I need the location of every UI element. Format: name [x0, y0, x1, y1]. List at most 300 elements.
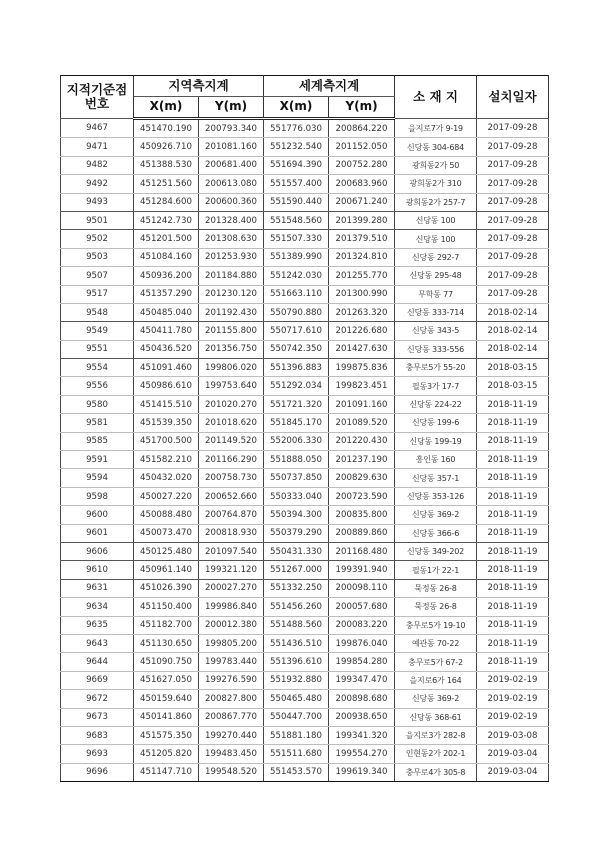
- cell-point-number: 9517: [61, 285, 134, 303]
- cell-point-number: 9600: [61, 506, 134, 524]
- cell-local-y: 200758.730: [199, 469, 264, 487]
- cell-local-y: 200600.360: [199, 193, 264, 211]
- cell-local-x: 451284.600: [134, 193, 199, 211]
- table-row: [61, 598, 549, 616]
- cell-local-y: 200652.660: [199, 487, 264, 505]
- header-local-datum: 지역측지계: [134, 76, 264, 97]
- cell-location: 예관동 70-22: [395, 634, 477, 652]
- header-world-datum: 세계측지계: [264, 76, 395, 97]
- cell-local-y: 199783.440: [199, 653, 264, 671]
- cell-world-x: 551456.260: [264, 598, 329, 616]
- cell-install-date: 2018-03-15: [477, 359, 549, 377]
- cell-location: 신당동 343-5: [395, 322, 477, 340]
- header-world-x: X(m): [264, 97, 329, 119]
- cell-install-date: 2018-11-19: [477, 634, 549, 652]
- cell-world-x: 551488.560: [264, 616, 329, 634]
- table-row: [61, 451, 549, 469]
- cell-point-number: 9507: [61, 267, 134, 285]
- cell-location: 신당동 333-714: [395, 303, 477, 321]
- cell-world-x: 551548.560: [264, 211, 329, 229]
- cell-world-x: 551396.883: [264, 359, 329, 377]
- cell-install-date: 2019-02-19: [477, 690, 549, 708]
- cell-world-y: 201168.480: [329, 542, 395, 560]
- cell-install-date: 2018-11-19: [477, 616, 549, 634]
- cell-world-y: 199341.320: [329, 726, 395, 744]
- table-row: [61, 561, 549, 579]
- cell-point-number: 9635: [61, 616, 134, 634]
- cell-world-y: 200057.680: [329, 598, 395, 616]
- cell-install-date: 2017-09-28: [477, 175, 549, 193]
- cell-location: 신당동 100: [395, 230, 477, 248]
- table-row: [61, 616, 549, 634]
- cell-local-x: 451091.460: [134, 359, 199, 377]
- table-row: [61, 653, 549, 671]
- cell-world-y: 201399.280: [329, 211, 395, 229]
- cell-world-x: 551663.110: [264, 285, 329, 303]
- cell-location: 을지로6가 164: [395, 671, 477, 689]
- cell-local-x: 451415.510: [134, 395, 199, 413]
- table-row: [61, 285, 549, 303]
- header-local-x: X(m): [134, 97, 199, 119]
- cell-world-x: 551396.610: [264, 653, 329, 671]
- cell-world-x: 551932.880: [264, 671, 329, 689]
- cell-world-x: 550379.290: [264, 524, 329, 542]
- cell-point-number: 9585: [61, 432, 134, 450]
- cell-point-number: 9502: [61, 230, 134, 248]
- cell-world-x: 551590.440: [264, 193, 329, 211]
- cell-world-x: 550431.330: [264, 542, 329, 560]
- cell-point-number: 9598: [61, 487, 134, 505]
- cell-world-y: 199347.470: [329, 671, 395, 689]
- cell-local-x: 451251.560: [134, 175, 199, 193]
- table-row: [61, 230, 549, 248]
- table-row: [61, 340, 549, 358]
- header-point-number: [61, 76, 134, 119]
- cell-local-x: 450411.780: [134, 322, 199, 340]
- table-row: [61, 524, 549, 542]
- header-install-date: 설치일자: [477, 76, 549, 119]
- cell-local-x: 451470.190: [134, 119, 199, 138]
- cell-location: 신당동 353-126: [395, 487, 477, 505]
- cell-world-y: 201226.680: [329, 322, 395, 340]
- cell-install-date: 2019-03-04: [477, 745, 549, 763]
- table-row: [61, 708, 549, 726]
- cell-point-number: 9554: [61, 359, 134, 377]
- cell-local-y: 201020.270: [199, 395, 264, 413]
- cell-local-x: 451026.390: [134, 579, 199, 597]
- cell-local-x: 451130.650: [134, 634, 199, 652]
- cell-install-date: 2017-09-28: [477, 119, 549, 138]
- cell-install-date: 2017-09-28: [477, 267, 549, 285]
- table-header: [61, 76, 549, 119]
- cell-location: 신당동 199-19: [395, 432, 477, 450]
- table-row: [61, 211, 549, 229]
- cell-local-x: 451700.500: [134, 432, 199, 450]
- cell-location: 묵정동 26-8: [395, 579, 477, 597]
- table-row: [61, 487, 549, 505]
- cell-world-x: 550333.040: [264, 487, 329, 505]
- cell-location: 흥인동 160: [395, 451, 477, 469]
- header-world-y: Y(m): [329, 97, 395, 119]
- cell-local-y: 200764.870: [199, 506, 264, 524]
- cell-world-y: 199876.040: [329, 634, 395, 652]
- cell-point-number: 9581: [61, 414, 134, 432]
- cell-local-x: 451539.350: [134, 414, 199, 432]
- cell-world-y: 199875.836: [329, 359, 395, 377]
- cell-location: 을지로7가 9-19: [395, 119, 477, 138]
- cell-point-number: 9634: [61, 598, 134, 616]
- cell-local-x: 450485.040: [134, 303, 199, 321]
- cell-point-number: 9503: [61, 248, 134, 266]
- cell-world-x: 551721.320: [264, 395, 329, 413]
- cell-world-y: 199823.451: [329, 377, 395, 395]
- cell-local-y: 199753.640: [199, 377, 264, 395]
- cell-world-x: 550394.300: [264, 506, 329, 524]
- cell-point-number: 9493: [61, 193, 134, 211]
- cell-install-date: 2018-02-14: [477, 322, 549, 340]
- cell-install-date: 2019-02-19: [477, 708, 549, 726]
- cell-world-y: 201300.990: [329, 285, 395, 303]
- cell-local-y: 201149.520: [199, 432, 264, 450]
- cell-install-date: 2017-09-28: [477, 230, 549, 248]
- cell-install-date: 2018-11-19: [477, 524, 549, 542]
- cell-world-x: 550737.850: [264, 469, 329, 487]
- cell-world-x: 551242.030: [264, 267, 329, 285]
- cell-world-y: 200835.800: [329, 506, 395, 524]
- cell-local-y: 200613.080: [199, 175, 264, 193]
- cell-local-y: 201184.880: [199, 267, 264, 285]
- table-row: [61, 726, 549, 744]
- cell-local-y: 201230.120: [199, 285, 264, 303]
- cell-point-number: 9556: [61, 377, 134, 395]
- cell-point-number: 9594: [61, 469, 134, 487]
- cell-location: 충무로4가 305-8: [395, 763, 477, 781]
- cell-local-x: 451084.160: [134, 248, 199, 266]
- cell-local-y: 201356.750: [199, 340, 264, 358]
- cell-local-y: 201155.800: [199, 322, 264, 340]
- cell-local-x: 451357.290: [134, 285, 199, 303]
- cell-location: 광희동2가 50: [395, 156, 477, 174]
- cell-local-x: 450027.220: [134, 487, 199, 505]
- cell-local-x: 451147.710: [134, 763, 199, 781]
- table-row: [61, 303, 549, 321]
- cell-world-y: 200752.280: [329, 156, 395, 174]
- cell-world-y: 201220.430: [329, 432, 395, 450]
- table-row: [61, 634, 549, 652]
- cell-world-y: 201255.770: [329, 267, 395, 285]
- cell-world-x: 551776.030: [264, 119, 329, 138]
- cell-local-x: 450436.520: [134, 340, 199, 358]
- cell-point-number: 9696: [61, 763, 134, 781]
- cell-location: 을지로3가 282-8: [395, 726, 477, 744]
- cell-local-y: 201308.630: [199, 230, 264, 248]
- cell-point-number: 9643: [61, 634, 134, 652]
- cell-local-y: 200012.380: [199, 616, 264, 634]
- cell-point-number: 9644: [61, 653, 134, 671]
- cell-local-x: 450125.480: [134, 542, 199, 560]
- cell-local-x: 451205.820: [134, 745, 199, 763]
- cell-location: 신당동 333-556: [395, 340, 477, 358]
- table-row: [61, 542, 549, 560]
- cell-local-x: 450986.610: [134, 377, 199, 395]
- cell-world-x: 550717.610: [264, 322, 329, 340]
- cell-world-y: 201237.190: [329, 451, 395, 469]
- cell-install-date: 2017-09-28: [477, 156, 549, 174]
- cell-location: 필동3가 17-7: [395, 377, 477, 395]
- cell-local-x: 451090.750: [134, 653, 199, 671]
- cell-location: 신당동 199-6: [395, 414, 477, 432]
- cell-local-y: 200681.400: [199, 156, 264, 174]
- cell-location: 무학동 77: [395, 285, 477, 303]
- cell-point-number: 9548: [61, 303, 134, 321]
- cell-world-x: 551694.390: [264, 156, 329, 174]
- cell-install-date: 2019-02-19: [477, 671, 549, 689]
- table-row: [61, 469, 549, 487]
- cell-local-y: 200818.930: [199, 524, 264, 542]
- cell-local-y: 201018.620: [199, 414, 264, 432]
- cell-install-date: 2018-11-19: [477, 506, 549, 524]
- table-row: [61, 377, 549, 395]
- cell-world-x: 551845.170: [264, 414, 329, 432]
- cell-world-y: 200898.680: [329, 690, 395, 708]
- cell-world-x: 551436.510: [264, 634, 329, 652]
- cell-world-y: 199619.340: [329, 763, 395, 781]
- table-row: [61, 119, 549, 138]
- cell-local-x: 451150.400: [134, 598, 199, 616]
- cell-point-number: 9467: [61, 119, 134, 138]
- table-row: [61, 763, 549, 781]
- cell-install-date: 2018-11-19: [477, 598, 549, 616]
- cell-point-number: 9591: [61, 451, 134, 469]
- cell-location: 충무로5가 19-10: [395, 616, 477, 634]
- cell-location: 신당동 357-1: [395, 469, 477, 487]
- cell-local-x: 451582.210: [134, 451, 199, 469]
- cell-local-y: 199986.840: [199, 598, 264, 616]
- cell-location: 신당동 366-6: [395, 524, 477, 542]
- cell-world-x: 551881.180: [264, 726, 329, 744]
- cell-local-x: 450159.640: [134, 690, 199, 708]
- table-row: [61, 432, 549, 450]
- table-row: [61, 579, 549, 597]
- cell-location: 신당동 368-61: [395, 708, 477, 726]
- cell-world-x: 551507.330: [264, 230, 329, 248]
- table-row: [61, 690, 549, 708]
- cell-local-x: 450432.020: [134, 469, 199, 487]
- cell-location: 광희동2가 257-7: [395, 193, 477, 211]
- cell-install-date: 2018-11-19: [477, 432, 549, 450]
- cell-local-y: 201081.160: [199, 138, 264, 156]
- cell-point-number: 9601: [61, 524, 134, 542]
- cell-world-x: 550465.480: [264, 690, 329, 708]
- table-row: [61, 138, 549, 156]
- table-row: [61, 156, 549, 174]
- cell-location: 신당동 295-48: [395, 267, 477, 285]
- table-row: [61, 414, 549, 432]
- cell-location: 신당동 349-202: [395, 542, 477, 560]
- cell-world-y: 201263.320: [329, 303, 395, 321]
- cell-install-date: 2018-11-19: [477, 561, 549, 579]
- table-row: [61, 671, 549, 689]
- cell-location: 신당동 304-684: [395, 138, 477, 156]
- cell-local-y: 199321.120: [199, 561, 264, 579]
- cell-local-y: 199483.450: [199, 745, 264, 763]
- cell-world-y: 200829.630: [329, 469, 395, 487]
- cell-location: 충무로5가 55-20: [395, 359, 477, 377]
- cell-world-y: 200723.590: [329, 487, 395, 505]
- cell-point-number: 9631: [61, 579, 134, 597]
- cell-point-number: 9672: [61, 690, 134, 708]
- cell-install-date: 2018-02-14: [477, 303, 549, 321]
- cell-world-x: 551557.400: [264, 175, 329, 193]
- cell-world-x: 550447.700: [264, 708, 329, 726]
- cell-location: 충무로5가 67-2: [395, 653, 477, 671]
- cell-install-date: 2018-11-19: [477, 395, 549, 413]
- cell-local-x: 450141.860: [134, 708, 199, 726]
- cell-local-x: 451627.050: [134, 671, 199, 689]
- cell-local-y: 199806.020: [199, 359, 264, 377]
- cell-local-x: 451242.730: [134, 211, 199, 229]
- cell-location: 신당동 100: [395, 211, 477, 229]
- cell-local-y: 201253.930: [199, 248, 264, 266]
- cell-point-number: 9482: [61, 156, 134, 174]
- cell-local-y: 199276.590: [199, 671, 264, 689]
- header-row-1: [61, 76, 549, 97]
- table-body: [61, 119, 549, 782]
- cell-point-number: 9610: [61, 561, 134, 579]
- cell-point-number: 9501: [61, 211, 134, 229]
- cell-world-x: 551511.680: [264, 745, 329, 763]
- cell-point-number: 9693: [61, 745, 134, 763]
- cell-local-x: 450961.140: [134, 561, 199, 579]
- cell-point-number: 9492: [61, 175, 134, 193]
- cell-point-number: 9471: [61, 138, 134, 156]
- cell-install-date: 2018-11-19: [477, 469, 549, 487]
- cell-world-y: 200683.960: [329, 175, 395, 193]
- header-location: 소 재 지: [395, 76, 477, 119]
- cell-install-date: 2018-03-15: [477, 377, 549, 395]
- cell-location: 광희동2가 310: [395, 175, 477, 193]
- cell-world-x: 551332.250: [264, 579, 329, 597]
- cell-install-date: 2017-09-28: [477, 211, 549, 229]
- table-row: [61, 506, 549, 524]
- cell-world-y: 199554.270: [329, 745, 395, 763]
- cell-world-y: 200671.240: [329, 193, 395, 211]
- cell-install-date: 2018-11-19: [477, 451, 549, 469]
- cell-location: 묵정동 26-8: [395, 598, 477, 616]
- cell-world-y: 201379.510: [329, 230, 395, 248]
- cell-world-y: 201091.160: [329, 395, 395, 413]
- cell-point-number: 9673: [61, 708, 134, 726]
- cell-install-date: 2019-03-04: [477, 763, 549, 781]
- table-row: [61, 359, 549, 377]
- cell-point-number: 9549: [61, 322, 134, 340]
- cell-point-number: 9683: [61, 726, 134, 744]
- cell-local-x: 451182.700: [134, 616, 199, 634]
- cell-install-date: 2018-11-19: [477, 414, 549, 432]
- cell-world-x: 551453.570: [264, 763, 329, 781]
- cell-location: 필동1가 22-1: [395, 561, 477, 579]
- cell-world-x: 551389.990: [264, 248, 329, 266]
- cell-location: 신당동 369-2: [395, 690, 477, 708]
- table-row: [61, 248, 549, 266]
- cell-install-date: 2017-09-28: [477, 285, 549, 303]
- cell-local-y: 200793.340: [199, 119, 264, 138]
- cell-install-date: 2018-11-19: [477, 653, 549, 671]
- cell-world-x: 551267.000: [264, 561, 329, 579]
- cell-location: 신당동 369-2: [395, 506, 477, 524]
- cell-world-y: 199391.940: [329, 561, 395, 579]
- cell-local-x: 450936.200: [134, 267, 199, 285]
- cell-local-y: 201192.430: [199, 303, 264, 321]
- cell-location: 인현동2가 202-1: [395, 745, 477, 763]
- cell-local-y: 200027.270: [199, 579, 264, 597]
- cell-world-x: 551232.540: [264, 138, 329, 156]
- cell-install-date: 2018-11-19: [477, 487, 549, 505]
- cell-local-x: 450926.710: [134, 138, 199, 156]
- cell-world-y: 201089.520: [329, 414, 395, 432]
- cell-local-x: 450088.480: [134, 506, 199, 524]
- cell-install-date: 2017-09-28: [477, 248, 549, 266]
- cell-local-y: 201166.290: [199, 451, 264, 469]
- cell-local-y: 199548.520: [199, 763, 264, 781]
- cell-local-y: 199270.440: [199, 726, 264, 744]
- table-row: [61, 395, 549, 413]
- cell-world-y: 201427.630: [329, 340, 395, 358]
- cell-install-date: 2017-09-28: [477, 193, 549, 211]
- cell-world-y: 201152.050: [329, 138, 395, 156]
- cell-local-x: 451201.500: [134, 230, 199, 248]
- cell-install-date: 2017-09-28: [477, 138, 549, 156]
- cell-install-date: 2018-11-19: [477, 542, 549, 560]
- cell-world-y: 200889.860: [329, 524, 395, 542]
- header-local-y: Y(m): [199, 97, 264, 119]
- cell-local-x: 451575.350: [134, 726, 199, 744]
- cell-world-y: 200864.220: [329, 119, 395, 138]
- cell-world-x: 550742.350: [264, 340, 329, 358]
- cell-point-number: 9580: [61, 395, 134, 413]
- cell-install-date: 2019-03-08: [477, 726, 549, 744]
- control-point-table: [60, 75, 549, 782]
- cell-local-y: 199805.200: [199, 634, 264, 652]
- table-row: [61, 175, 549, 193]
- cell-point-number: 9551: [61, 340, 134, 358]
- cell-install-date: 2018-11-19: [477, 579, 549, 597]
- cell-location: 신당동 292-7: [395, 248, 477, 266]
- table-row: [61, 267, 549, 285]
- cell-location: 신당동 224-22: [395, 395, 477, 413]
- cell-local-x: 451388.530: [134, 156, 199, 174]
- cell-world-x: 552006.330: [264, 432, 329, 450]
- cell-world-y: 201324.810: [329, 248, 395, 266]
- cell-world-y: 200098.110: [329, 579, 395, 597]
- cell-world-y: 200938.650: [329, 708, 395, 726]
- cell-point-number: 9669: [61, 671, 134, 689]
- table-row: [61, 745, 549, 763]
- header-point-number-line1: 지적기준점: [66, 82, 128, 98]
- cell-local-y: 201328.400: [199, 211, 264, 229]
- cell-install-date: 2018-02-14: [477, 340, 549, 358]
- cell-local-x: 450073.470: [134, 524, 199, 542]
- cell-world-y: 200083.220: [329, 616, 395, 634]
- cell-world-x: 550790.880: [264, 303, 329, 321]
- table-row: [61, 322, 549, 340]
- table-row: [61, 193, 549, 211]
- cell-local-y: 200867.770: [199, 708, 264, 726]
- cell-world-x: 551292.034: [264, 377, 329, 395]
- header-point-number-line2: 번호: [84, 96, 110, 111]
- cell-world-x: 551888.050: [264, 451, 329, 469]
- cell-local-y: 200827.800: [199, 690, 264, 708]
